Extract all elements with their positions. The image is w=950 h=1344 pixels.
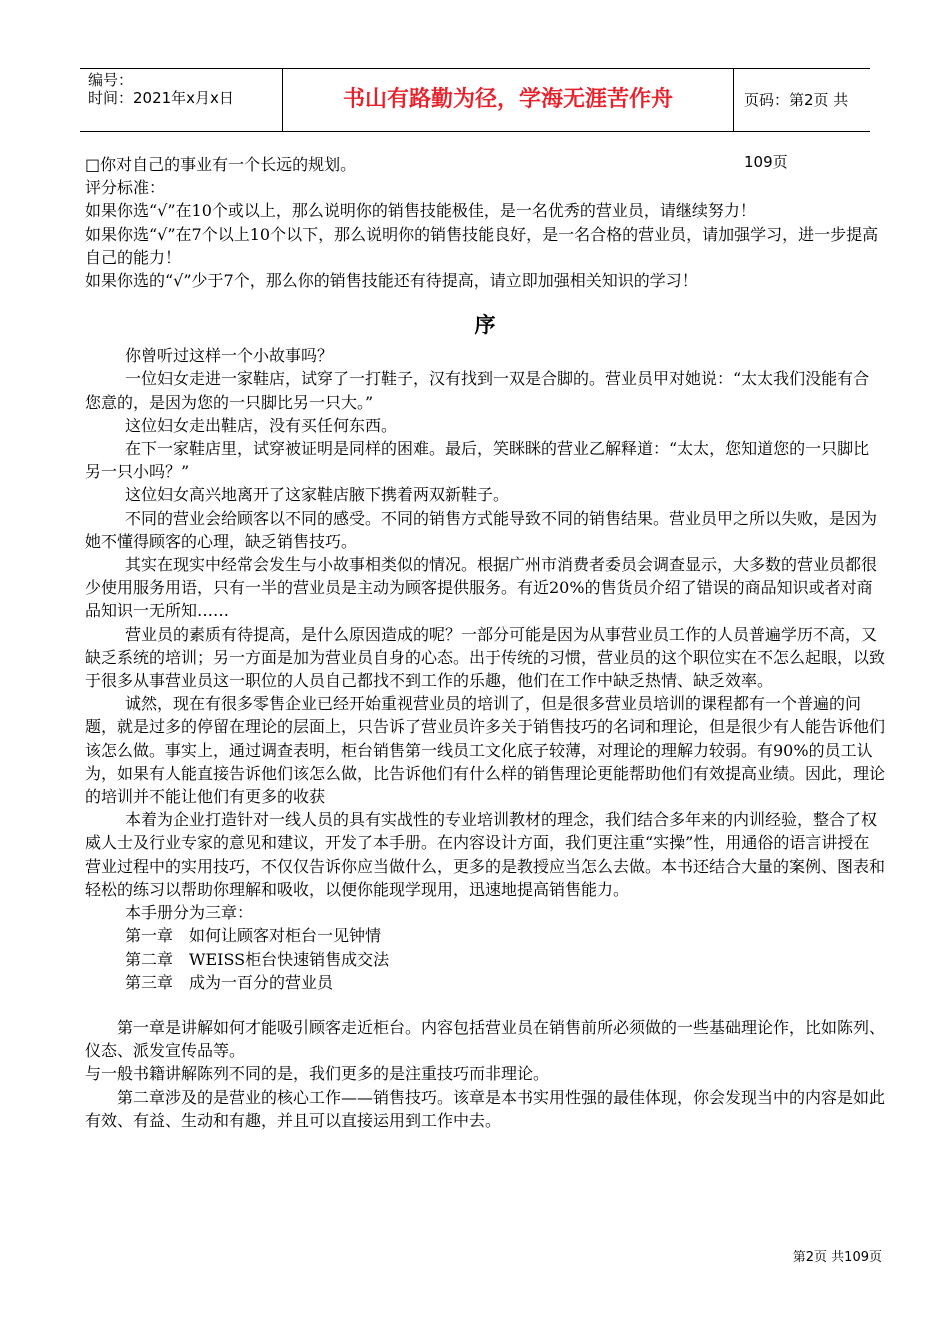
chapter-item: 第一章 如何让顾客对柜台一见钟情 xyxy=(125,926,382,946)
preface-paragraph: 其实在现实中经常会发生与小故事相类似的情况。根据广州市消费者委员会调查显示，大多数的营业员都很少使用服务用语，只有一半的营业员是主动为顾客提供服务。有近20%的售货员介绍了错误的商品知识或者对商品知识一无所知…… xyxy=(85,555,878,621)
time-label: 时间：2021年x月x日 xyxy=(88,89,234,107)
scoring-line-1: 如果你选“√”在10个或以上，那么说明你的销售技能极佳，是一名优秀的营业员，请继续努力！ xyxy=(85,201,756,221)
chapter-item: 第三章 成为一百分的营业员 xyxy=(125,972,334,992)
header-page-label: 页码：第2页 共109页 xyxy=(744,91,849,171)
preface-paragraph: 本手册分为三章： xyxy=(125,903,254,923)
chapter-1-summary: 第一章是讲解如何才能吸引顾客走近柜台。内容包括营业员在销售前所必须做的一些基础理论作，比如陈列、仪态、派发宣传品等。 xyxy=(85,1017,886,1061)
document-body xyxy=(85,153,885,1132)
preface-paragraph: 一位妇女走进一家鞋店，试穿了一打鞋子，汉有找到一双是合脚的。营业员甲对她说：“太太我们没能有合您意的，是因为您的一只脚比另一只大。” xyxy=(85,369,870,412)
preface-paragraph: 这位妇女走出鞋店，没有买任何东西。 xyxy=(125,415,398,435)
header-meta xyxy=(80,69,282,131)
page-footer: 第2页 共109页 xyxy=(792,1250,882,1265)
scoring-heading: 评分标准： xyxy=(85,178,166,198)
header-motto: 书山有路勤为径，学海无涯苦作舟 xyxy=(282,69,734,131)
spacer xyxy=(85,994,885,1016)
preface-paragraph: 你曾听过这样一个小故事吗？ xyxy=(125,346,334,366)
number-label: 编号： xyxy=(88,71,134,89)
preface-paragraph: 诚然，现在有很多零售企业已经开始重视营业员的培训了，但是很多营业员培训的课程都有一个普遍的问题，就是过多的停留在理论的层面上，只告诉了营业员许多关于销售技巧的名词和理论，但是很少有人能告诉他们该怎么做。事实上，通过调查表明，柜台销售第一线员工文化底子较薄，对理论的理解力较弱。有90%的员工认为，如果有人能直接告诉他们该怎么做，比告诉他们有什么样的销售理论更能帮助他们有效提高业绩。因此，理论的培训并不能让他们有更多的收获 xyxy=(85,694,886,807)
checklist-item: □你对自己的事业有一个长远的规划。 xyxy=(85,155,357,174)
preface-paragraph: 在下一家鞋店里，试穿被证明是同样的困难。最后，笑眯眯的营业乙解释道：“太太，您知道您的一只脚比另一只小吗？” xyxy=(85,439,870,482)
scoring-line-3: 如果你选的“√”少于7个，那么你的销售技能还有待提高，请立即加强相关知识的学习！ xyxy=(85,271,698,291)
chapter-item: 第二章 WEISS柜台快速销售成交法 xyxy=(125,949,390,969)
chapter-2-summary: 第二章涉及的是营业的核心工作——销售技巧。该章是本书实用性强的最佳体现，你会发现当中的内容是如此有效、有益、生动和有趣，并且可以直接运用到工作中去。 xyxy=(85,1087,886,1130)
preface-paragraph: 本着为企业打造针对一线人员的具有实战性的专业培训教材的理念，我们结合多年来的内训经验，整合了权威人士及行业专家的意见和建议，开发了本手册。在内容设计方面，我们更注重“实操”性，用通俗的语言讲授在营业过程中的实用技巧，不仅仅告诉你应当做什么，更多的是教授应当怎么去做。本书还结合大量的案例、图表和轻松的练习以帮助你理解和吸收，以便你能现学现用，迅速地提高销售能力。 xyxy=(85,810,886,899)
chapter-1-note: 与一般书籍讲解陈列不同的是，我们更多的是注重技巧而非理论。 xyxy=(85,1064,550,1084)
preface-paragraph: 这位妇女高兴地离开了这家鞋店腋下携着两双新鞋子。 xyxy=(125,485,510,505)
preface-title: 序 xyxy=(474,312,496,338)
scoring-line-2: 如果你选“√”在7个以上10个以下，那么说明你的销售技能良好，是一名合格的营业员，请加强学习，进一步提高自己的能力！ xyxy=(85,224,879,267)
preface-paragraph: 不同的营业会给顾客以不同的感受。不同的销售方式能导致不同的销售结果。营业员甲之所以失败，是因为她不懂得顾客的心理，缺乏销售技巧。 xyxy=(85,508,878,551)
preface-paragraph: 营业员的素质有待提高，是什么原因造成的呢？一部分可能是因为从事营业员工作的人员普遍学历不高，又缺乏系统的培训；另一方面是加为营业员自身的心态。出于传统的习惯，营业员的这个职位实在不怎么起眼，以致于很多从事营业员这一职位的人员自己都找不到工作的乐趣，他们在工作中缺乏热情、缺乏效率。 xyxy=(85,624,886,691)
